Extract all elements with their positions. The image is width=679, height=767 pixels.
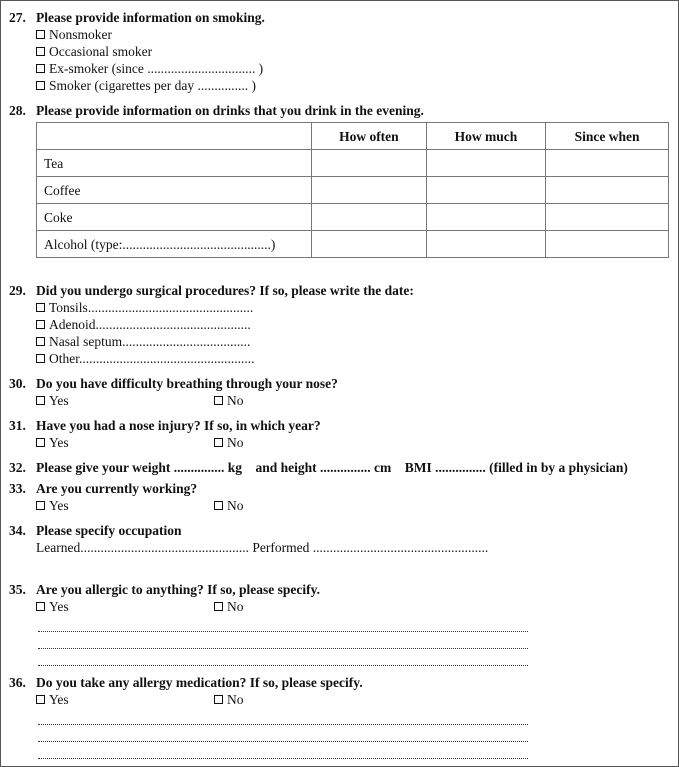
question-text-weight-height-bmi[interactable]: Please give your weight ............... kg and height ............... cm BMI ............... (filled in by a physician) — [36, 460, 628, 475]
table-row — [37, 204, 669, 231]
checkbox[interactable] — [214, 438, 223, 447]
option-yes[interactable]: Yes — [36, 691, 214, 708]
question-text: Are you allergic to anything? If so, please specify. — [36, 582, 320, 597]
question-number: 31. — [9, 418, 26, 433]
question-35 — [9, 581, 668, 666]
option-smoker[interactable]: Smoker (cigarettes per day ............... ) — [36, 77, 668, 94]
table-header-since-when: Since when — [546, 123, 669, 150]
question-text: Have you had a nose injury? If so, in which year? — [36, 418, 321, 433]
cell-input[interactable] — [312, 231, 427, 258]
question-number: 28. — [9, 103, 26, 118]
table-header-how-often: How often — [312, 123, 427, 150]
answer-line[interactable] — [38, 742, 528, 759]
question-29 — [9, 282, 668, 367]
table-header-empty — [37, 123, 312, 150]
question-30 — [9, 375, 668, 409]
checkbox[interactable] — [36, 47, 45, 56]
option-no[interactable]: No — [214, 691, 392, 708]
cell-input[interactable] — [426, 177, 545, 204]
cell-input[interactable] — [546, 177, 669, 204]
question-text: Please provide information on drinks that you drink in the evening. — [36, 103, 424, 118]
question-number: 35. — [9, 582, 26, 597]
answer-line[interactable] — [38, 632, 528, 649]
option-yes[interactable]: Yes — [36, 392, 214, 409]
checkbox[interactable] — [214, 396, 223, 405]
occupation-line[interactable]: Learned.................................................. Performed .................................................... — [36, 540, 489, 555]
question-text: Please specify occupation — [36, 523, 182, 538]
option-no[interactable]: No — [214, 434, 392, 451]
option-tonsils[interactable]: Tonsils................................................. — [36, 299, 668, 316]
question-number: 29. — [9, 283, 26, 298]
question-33 — [9, 480, 668, 514]
question-text: Are you currently working? — [36, 481, 198, 496]
question-text: Do you have difficulty breathing through your nose? — [36, 376, 338, 391]
row-label-coffee: Coffee — [37, 177, 312, 204]
table-row — [37, 177, 669, 204]
question-32 — [9, 459, 668, 476]
checkbox[interactable] — [214, 501, 223, 510]
question-34 — [9, 522, 668, 556]
option-ex-smoker[interactable]: Ex-smoker (since ................................ ) — [36, 60, 668, 77]
option-adenoid[interactable]: Adenoid.............................................. — [36, 316, 668, 333]
question-text: Please provide information on smoking. — [36, 10, 265, 25]
option-no[interactable]: No — [214, 598, 392, 615]
table-row — [37, 231, 669, 258]
cell-input[interactable] — [312, 150, 427, 177]
cell-input[interactable] — [426, 150, 545, 177]
checkbox[interactable] — [36, 303, 45, 312]
row-label-coke: Coke — [37, 204, 312, 231]
question-number: 34. — [9, 523, 26, 538]
question-31 — [9, 417, 668, 451]
answer-line[interactable] — [38, 649, 528, 666]
cell-input[interactable] — [426, 231, 545, 258]
question-text: Did you undergo surgical procedures? If so, please write the date: — [36, 283, 414, 298]
question-number: 36. — [9, 675, 26, 690]
cell-input[interactable] — [426, 204, 545, 231]
question-28 — [9, 102, 668, 258]
option-no[interactable]: No — [214, 392, 392, 409]
checkbox[interactable] — [214, 602, 223, 611]
answer-line[interactable] — [38, 725, 528, 742]
answer-line[interactable] — [38, 708, 528, 725]
option-yes[interactable]: Yes — [36, 497, 214, 514]
question-36 — [9, 674, 668, 759]
question-text: Do you take any allergy medication? If so, please specify. — [36, 675, 363, 690]
table-header-how-much: How much — [426, 123, 545, 150]
option-other[interactable]: Other.................................................... — [36, 350, 668, 367]
cell-input[interactable] — [546, 204, 669, 231]
cell-input[interactable] — [546, 231, 669, 258]
cell-input[interactable] — [312, 204, 427, 231]
checkbox[interactable] — [36, 320, 45, 329]
checkbox[interactable] — [36, 64, 45, 73]
cell-input[interactable] — [312, 177, 427, 204]
row-label-tea: Tea — [37, 150, 312, 177]
checkbox[interactable] — [36, 438, 45, 447]
option-yes[interactable]: Yes — [36, 598, 214, 615]
option-occasional-smoker[interactable]: Occasional smoker — [36, 43, 668, 60]
cell-input[interactable] — [546, 150, 669, 177]
checkbox[interactable] — [36, 695, 45, 704]
checkbox[interactable] — [36, 354, 45, 363]
answer-line[interactable] — [38, 615, 528, 632]
option-no[interactable]: No — [214, 497, 392, 514]
drinks-table — [36, 122, 669, 258]
question-number: 30. — [9, 376, 26, 391]
checkbox[interactable] — [36, 337, 45, 346]
checkbox[interactable] — [36, 81, 45, 90]
option-yes[interactable]: Yes — [36, 434, 214, 451]
question-number: 33. — [9, 481, 26, 496]
question-27 — [9, 9, 668, 94]
option-nasal-septum[interactable]: Nasal septum...................................... — [36, 333, 668, 350]
checkbox[interactable] — [36, 396, 45, 405]
checkbox[interactable] — [36, 501, 45, 510]
question-number: 27. — [9, 10, 26, 25]
question-number: 32. — [9, 460, 26, 475]
option-nonsmoker[interactable]: Nonsmoker — [36, 26, 668, 43]
row-label-alcohol: Alcohol (type:............................................) — [37, 231, 312, 258]
table-row — [37, 150, 669, 177]
checkbox[interactable] — [214, 695, 223, 704]
checkbox[interactable] — [36, 30, 45, 39]
checkbox[interactable] — [36, 602, 45, 611]
